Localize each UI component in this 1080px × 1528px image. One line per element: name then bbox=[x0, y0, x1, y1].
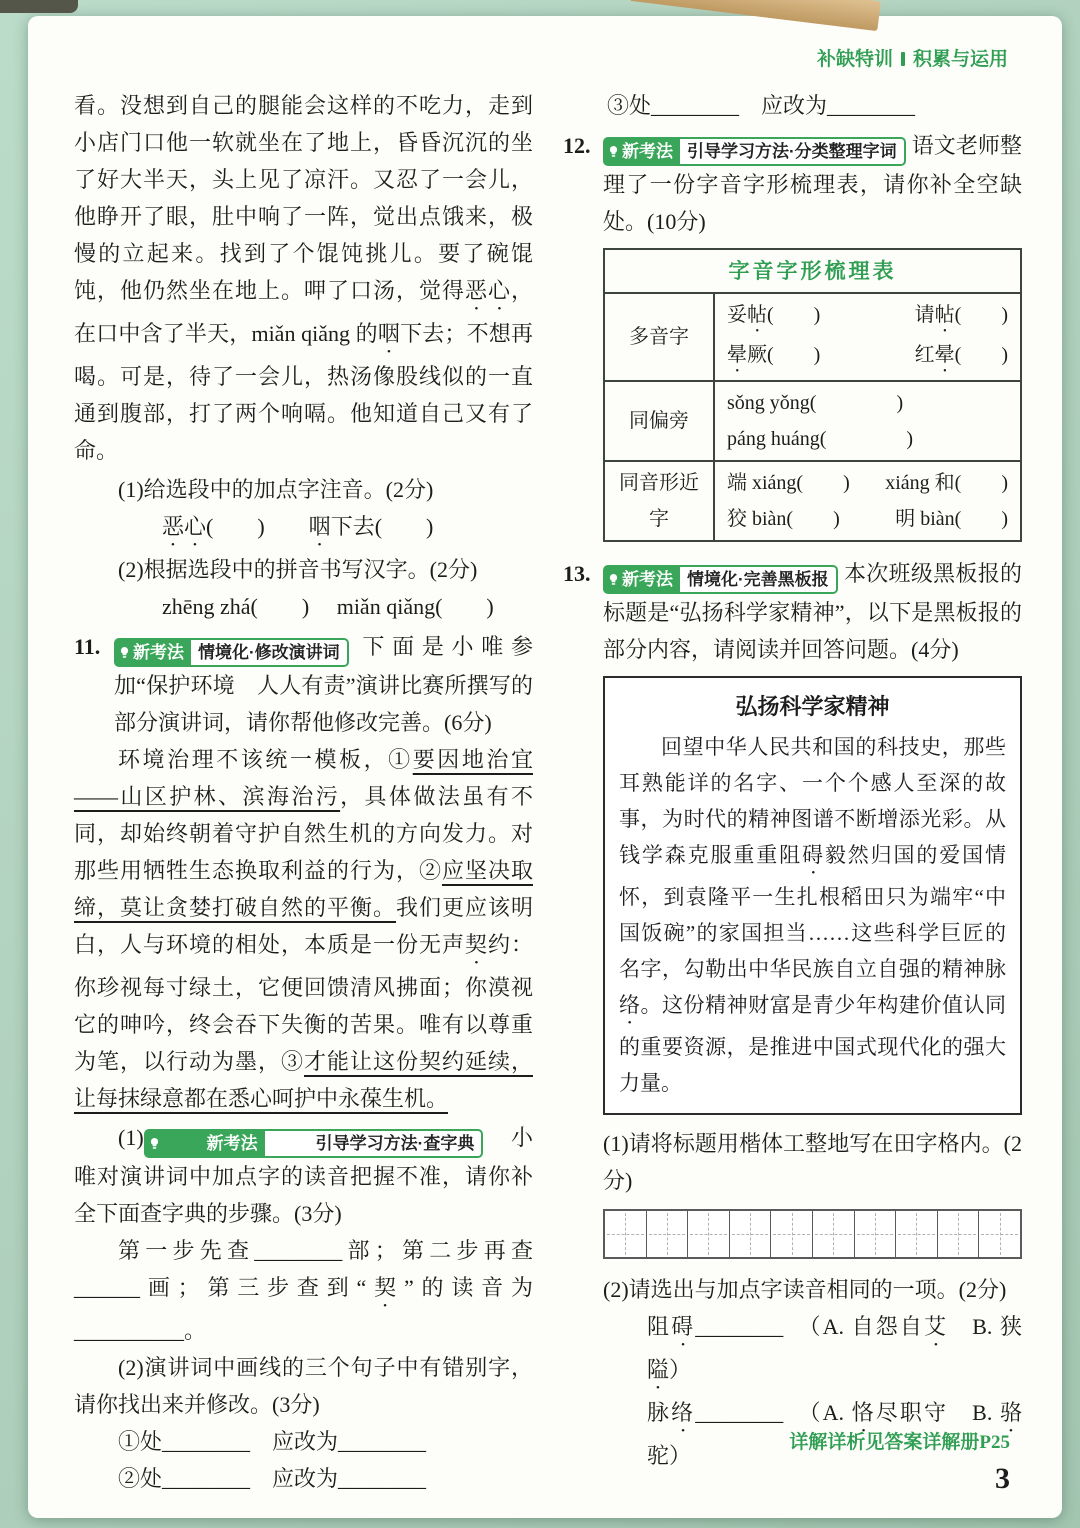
new-method-badge bbox=[603, 565, 838, 594]
table-title-row bbox=[604, 249, 1021, 293]
answer-reference-note: 详解详析见答案详解册P25 bbox=[789, 1432, 1010, 1453]
badge-label: 新考法 bbox=[622, 142, 673, 161]
table-row bbox=[604, 461, 1021, 541]
page-footer bbox=[789, 1427, 1010, 1496]
table-title: 字音字形梳理表 bbox=[604, 249, 1021, 293]
word-pair: páng huáng( ) bbox=[727, 428, 914, 450]
question-12-number: 12. bbox=[563, 133, 591, 158]
tian-cell bbox=[688, 1211, 730, 1257]
speech-draft-passage: 环境治理不该统一模板，①要因地治宜——山区护林、滨海治污，具体做法虽有不同，却始终朝着守护自然生机的方向发力。对那些用牺牲生态换取利益的行为，②应坚决取缔，莫让贪婪打破自然的平衡。我们更应该明白，人与环境的相处，本质是一份无声契约：你珍视每寸绿土，它便回馈清风拂面；你漠视它的呻吟，终会吞下失衡的苦果。唯有以尊重为笔，以行动为墨，③才能让这份契约延续，让每抹绿意都在悉心呵护中永葆生机。 bbox=[74, 747, 533, 1111]
tian-cell bbox=[730, 1211, 772, 1257]
row-content bbox=[714, 461, 1021, 541]
question-11-number: 11. bbox=[74, 634, 101, 659]
tian-cell bbox=[647, 1211, 689, 1257]
pencil-wood bbox=[603, 0, 633, 1]
dictionary-steps-line: 第一步先查________部；第二步再查______画；第三步查到“契”的读音为__________。 bbox=[74, 1238, 533, 1343]
bulb-icon bbox=[119, 646, 130, 659]
badge-pill bbox=[114, 638, 191, 667]
badge-method-label: 情境化·修改演讲词 bbox=[191, 638, 349, 667]
question-11-text: 下面是小唯参加“保护环境 人人有责”演讲比赛所撰写的部分演讲词，请你帮他修改完善。(6分) bbox=[114, 634, 533, 735]
question-13 bbox=[563, 555, 1022, 1474]
word-pair: 明 biàn( ) bbox=[895, 508, 1008, 530]
q13-sub1-label: (1)请将标题用楷体工整地写在田字格内。(2分) bbox=[603, 1131, 1022, 1193]
blackboard-body: 回望中华人民共和国的科技史，那些耳熟能详的名字、一个个感人至深的故事，为时代的精神图谱不断增添光彩。从钱学森克服重重阻碍毅然归国的爱国情怀，到袁隆平一生扎根稻田只为端牢“中国饭碗”的家国担当……这些科学巨匠的名字，勾勒出中华民族自立自强的精神脉络。这份精神财富是青少年构建价值认同的重要资源，是推进中国式现代化的强大力量。 bbox=[619, 735, 1007, 1095]
new-method-badge bbox=[144, 1129, 484, 1158]
word-pair: 狡 biàn( ) bbox=[727, 508, 840, 530]
blackboard-box bbox=[603, 676, 1022, 1115]
row-label: 同音形近字 bbox=[604, 461, 714, 541]
question-11 bbox=[74, 628, 533, 741]
tian-cell bbox=[813, 1211, 855, 1257]
q11-fix-line-1: ①处________ 应改为________ bbox=[118, 1429, 427, 1454]
row-label: 多音字 bbox=[604, 293, 714, 381]
q11-sub1-label bbox=[74, 1119, 533, 1232]
badge-label: 新考法 bbox=[206, 1134, 258, 1153]
question-13-text: 本次班级黑板报的标题是“弘扬科学家精神”，以下是黑板报的部分内容，请阅读并回答问题。(4分) bbox=[603, 561, 1022, 662]
header-section-title: 补缺特训 bbox=[816, 49, 893, 70]
badge-method-label: 引导学习方法·分类整理字词 bbox=[680, 137, 906, 166]
page-number: 3 bbox=[995, 1462, 1010, 1495]
question-12-body bbox=[603, 127, 1022, 552]
tian-cell bbox=[938, 1211, 980, 1257]
q10-sub1-label: (1)给选段中的加点字注音。(2分) bbox=[118, 477, 434, 502]
question-11-body bbox=[114, 628, 533, 741]
word-pair: 红晕( ) bbox=[914, 344, 1008, 366]
worksheet-page bbox=[28, 16, 1062, 1518]
row-content bbox=[714, 381, 1021, 461]
tian-cell bbox=[896, 1211, 938, 1257]
badge-pill bbox=[144, 1129, 265, 1158]
badge-method-label: 情境化·完善黑板报 bbox=[680, 565, 838, 594]
tian-cell bbox=[771, 1211, 813, 1257]
tian-cell bbox=[979, 1211, 1020, 1257]
q11-sub1-prefix: (1) bbox=[118, 1125, 144, 1150]
table-row bbox=[604, 293, 1021, 381]
word-pair: 妥帖( ) bbox=[727, 304, 821, 326]
tian-cell bbox=[855, 1211, 897, 1257]
row-content bbox=[714, 293, 1021, 381]
word-pair: 晕厥( ) bbox=[727, 344, 821, 366]
bulb-icon bbox=[149, 1137, 160, 1150]
tian-cell bbox=[605, 1211, 647, 1257]
blackboard-title: 弘扬科学家精神 bbox=[735, 694, 890, 719]
table-row bbox=[604, 381, 1021, 461]
header-subsection-title: 积累与运用 bbox=[912, 49, 1008, 70]
left-column bbox=[74, 87, 533, 1497]
q13-option-line-2: 脉络________ （A. 恪尽职守 B. 骆驼） bbox=[647, 1400, 1022, 1468]
word-pair: 请帖( ) bbox=[914, 304, 1008, 326]
q10-sub1-answer-line: 恶心( ) 咽下去( ) bbox=[162, 514, 434, 539]
q13-sub2-label: (2)请选出与加点字读音相同的一项。(2分) bbox=[603, 1277, 1007, 1302]
reading-passage: 看。没想到自己的腿能会这样的不吃力，走到小店门口他一软就坐在了地上，昏昏沉沉的坐了好大半天，头上见了凉汗。又忍了一会儿，他睁开了眼，肚中响了一阵，觉出点饿来，极慢的立起来。找到了个馄饨挑儿。要了碗馄饨，他仍然坐在地上。呷了口汤，觉得恶心，在口中含了半天，miǎn qiǎng 的咽下去；不想再喝。可是，待了一会儿，热汤像股线似的一直通到腹部，打了两个响嗝。他知道自己又有了命。 bbox=[74, 93, 533, 463]
q11-sub2-label: (2)演讲词中画线的三个句子中有错别字，请你找出来并修改。(3分) bbox=[74, 1355, 533, 1417]
bulb-icon bbox=[608, 573, 619, 586]
page-header bbox=[74, 44, 1008, 71]
badge-method-label: 引导学习方法·查字典 bbox=[265, 1129, 484, 1158]
badge-label: 新考法 bbox=[622, 570, 673, 589]
badge-pill bbox=[603, 565, 680, 594]
q10-sub2-answer-line: zhēng zhá( ) miǎn qiǎng( ) bbox=[162, 594, 494, 619]
question-12-text: 语文老师整理了一份字音字形梳理表，请你补全空缺处。(10分) bbox=[603, 133, 1022, 234]
photo-corner-shadow bbox=[0, 0, 78, 13]
two-column-layout bbox=[74, 87, 1022, 1497]
badge-label: 新考法 bbox=[133, 643, 184, 662]
right-column bbox=[563, 87, 1022, 1497]
word-sorting-table bbox=[603, 248, 1022, 542]
q11-fix-line-2: ②处________ 应改为________ bbox=[118, 1466, 427, 1491]
word-pair: sǒng yǒng( ) bbox=[727, 392, 904, 414]
question-12 bbox=[563, 127, 1022, 552]
question-13-body bbox=[603, 555, 1022, 1474]
word-pair: 端 xiáng( ) bbox=[727, 472, 850, 494]
tian-zi-grid bbox=[603, 1209, 1022, 1259]
q10-sub2-label: (2)根据选段中的拼音书写汉字。(2分) bbox=[118, 557, 478, 582]
bulb-icon bbox=[608, 145, 619, 158]
word-pair: xiáng 和( ) bbox=[885, 472, 1008, 494]
question-13-number: 13. bbox=[563, 561, 591, 586]
badge-pill bbox=[603, 137, 680, 166]
row-label: 同偏旁 bbox=[604, 381, 714, 461]
q11-fix-line-3: ③处________ 应改为________ bbox=[607, 93, 916, 118]
new-method-badge bbox=[114, 638, 349, 667]
new-method-badge bbox=[603, 137, 906, 166]
header-separator bbox=[901, 52, 905, 66]
q13-option-line-1: 阻碍________ （A. 自怨自艾 B. 狭隘） bbox=[647, 1314, 1022, 1382]
q11-sub1-text: 小唯对演讲词中加点字的读音把握不准，请你补全下面查字典的步骤。(3分) bbox=[74, 1125, 533, 1226]
